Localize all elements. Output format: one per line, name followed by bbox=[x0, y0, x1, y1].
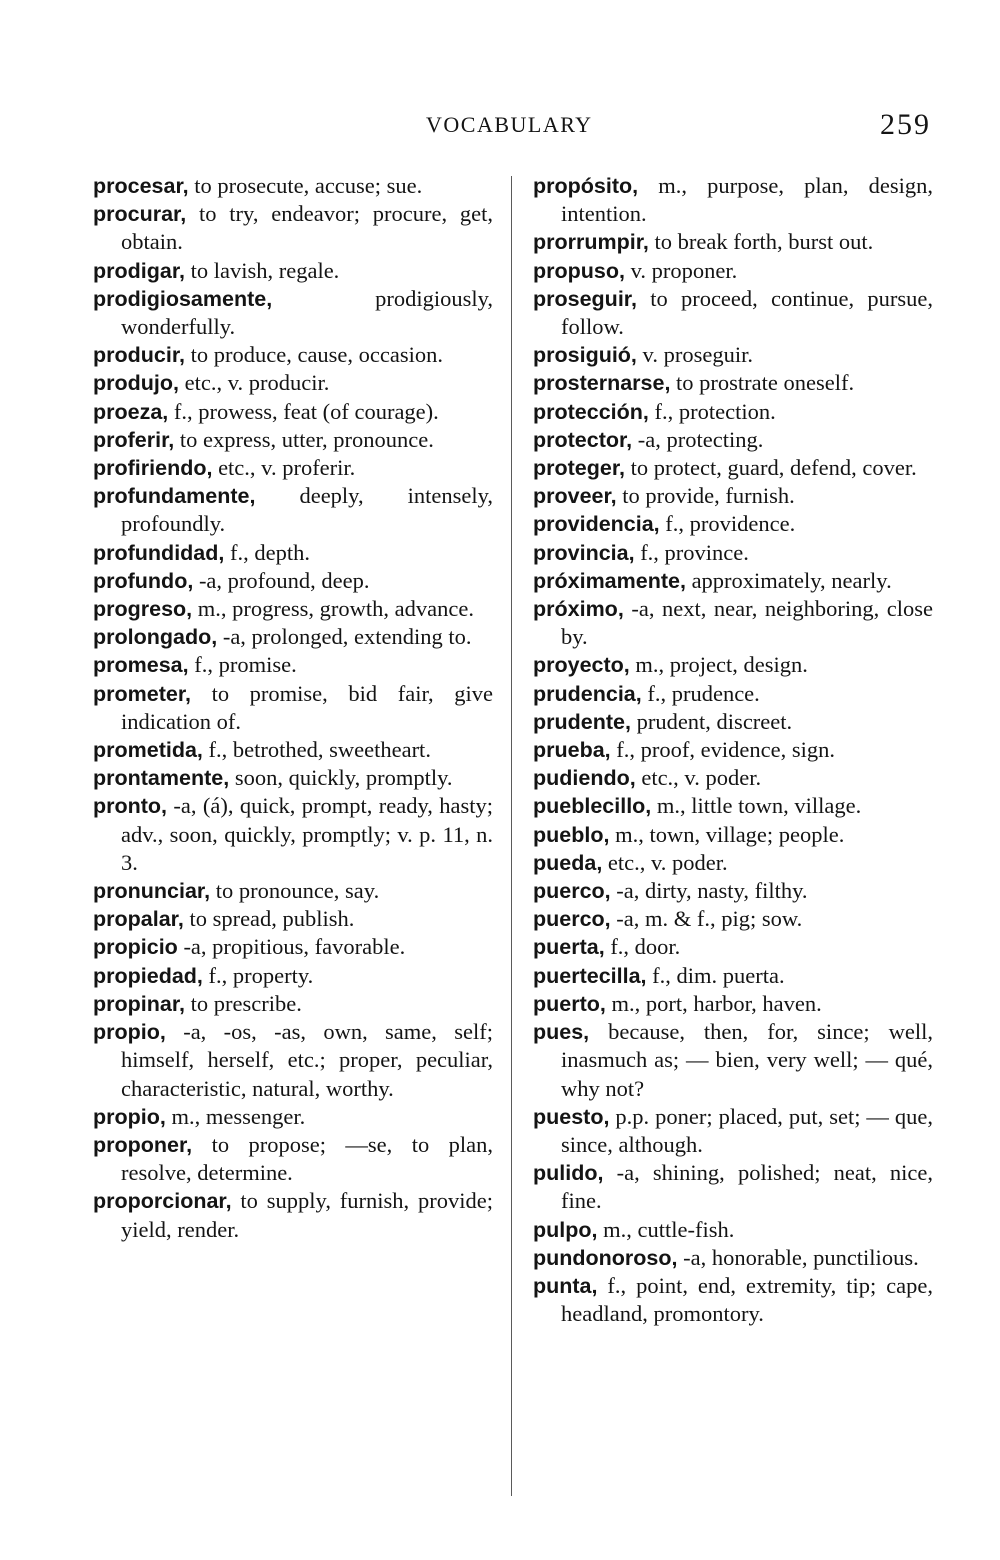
dictionary-entry bbox=[533, 990, 933, 1018]
entry-headword: punta, bbox=[533, 1273, 598, 1298]
dictionary-entry bbox=[533, 1216, 933, 1244]
entry-headword: produjo, bbox=[93, 371, 179, 396]
dictionary-entry bbox=[93, 285, 493, 341]
dictionary-entry bbox=[533, 1103, 933, 1159]
dictionary-entry bbox=[533, 877, 933, 905]
entry-definition: f., protection. bbox=[648, 398, 776, 424]
entry-headword: proseguir, bbox=[533, 286, 637, 311]
entry-definition: f., promise. bbox=[188, 652, 297, 678]
entry-headword: propalar, bbox=[93, 907, 184, 932]
entry-definition: f., dim. puerta. bbox=[646, 962, 785, 988]
entry-definition: prudent, discreet. bbox=[630, 708, 793, 734]
dictionary-entry bbox=[533, 228, 933, 256]
entry-definition: v. proseguir. bbox=[636, 342, 753, 368]
entry-definition: f., betrothed, sweetheart. bbox=[202, 737, 431, 763]
entry-headword: prudente, bbox=[533, 709, 631, 734]
entry-headword: proferir, bbox=[93, 427, 175, 452]
entry-definition: -a, next, near, neighboring, close by. bbox=[561, 596, 933, 650]
entry-headword: procurar, bbox=[93, 202, 187, 227]
entry-definition: soon, quickly, promptly. bbox=[229, 765, 453, 791]
dictionary-entry bbox=[93, 1018, 493, 1103]
entry-definition: to prescribe. bbox=[184, 990, 302, 1016]
entry-headword: prodigiosamente, bbox=[93, 286, 273, 311]
dictionary-entry bbox=[533, 369, 933, 397]
entry-definition: to proceed, continue, pursue, follow. bbox=[561, 285, 933, 340]
entry-headword: puertecilla, bbox=[533, 963, 647, 988]
dictionary-entry bbox=[533, 398, 933, 426]
dictionary-entry bbox=[93, 426, 493, 454]
entry-definition: -a, prolonged, extending to. bbox=[217, 624, 472, 650]
entry-definition: to express, utter, pronounce. bbox=[174, 426, 434, 452]
dictionary-entry bbox=[93, 1103, 493, 1131]
entry-headword: producir, bbox=[93, 343, 185, 368]
entry-headword: pronunciar, bbox=[93, 879, 211, 904]
entry-definition: f., point, end, extremity, tip; cape, headland, promontory. bbox=[561, 1272, 933, 1327]
entry-headword: profundo, bbox=[93, 568, 194, 593]
entry-headword: próximamente, bbox=[533, 568, 686, 593]
dictionary-entry bbox=[533, 510, 933, 538]
entry-definition: f., property. bbox=[202, 962, 314, 988]
entry-definition: f., providence. bbox=[659, 511, 796, 537]
dictionary-entry bbox=[533, 962, 933, 990]
entry-definition: to protect, guard, defend, cover. bbox=[625, 455, 917, 481]
dictionary-entry bbox=[93, 736, 493, 764]
dictionary-entry bbox=[93, 369, 493, 397]
dictionary-entry bbox=[533, 1159, 933, 1215]
entry-headword: provincia, bbox=[533, 540, 635, 565]
dictionary-entry bbox=[93, 680, 493, 736]
entry-definition: -a, shining, polished; neat, nice, fine. bbox=[561, 1160, 933, 1214]
dictionary-entry bbox=[533, 1272, 933, 1328]
entry-definition: m., progress, growth, advance. bbox=[192, 596, 474, 622]
dictionary-entry bbox=[533, 736, 933, 764]
entry-definition: m., port, harbor, haven. bbox=[605, 990, 822, 1016]
dictionary-entry bbox=[93, 1131, 493, 1187]
dictionary-entry bbox=[93, 651, 493, 679]
entry-definition: to spread, publish. bbox=[183, 906, 355, 932]
entry-definition: m., messenger. bbox=[165, 1103, 306, 1129]
entry-headword: puerto, bbox=[533, 991, 606, 1016]
dictionary-entry bbox=[533, 680, 933, 708]
dictionary-entry bbox=[93, 482, 493, 538]
entry-headword: prorrumpir, bbox=[533, 230, 649, 255]
entry-definition: approximately, nearly. bbox=[685, 567, 892, 593]
entry-definition: -a, propitious, favorable. bbox=[177, 934, 406, 960]
dictionary-entry bbox=[93, 539, 493, 567]
dictionary-entry bbox=[93, 623, 493, 651]
entry-headword: proteger, bbox=[533, 456, 625, 481]
entry-headword: prosiguió, bbox=[533, 343, 637, 368]
entry-definition: etc., v. poder. bbox=[602, 849, 728, 875]
entry-definition: to try, endeavor; procure, get, obtain. bbox=[121, 201, 493, 255]
dictionary-entry bbox=[533, 1244, 933, 1272]
entry-definition: to promise, bid fair, give indication of. bbox=[121, 680, 493, 734]
entry-headword: pundonoroso, bbox=[533, 1245, 678, 1270]
entry-definition: m., purpose, plan, design, intention. bbox=[561, 173, 933, 227]
entry-headword: propio, bbox=[93, 1104, 166, 1129]
entry-headword: puesto, bbox=[533, 1104, 610, 1129]
entry-headword: profundamente, bbox=[93, 484, 256, 509]
page-number: 259 bbox=[880, 108, 931, 141]
entry-headword: pulido, bbox=[533, 1161, 604, 1186]
entry-definition: -a, dirty, nasty, filthy. bbox=[610, 878, 808, 904]
entry-headword: progreso, bbox=[93, 597, 193, 622]
dictionary-entry bbox=[93, 990, 493, 1018]
entry-headword: prolongado, bbox=[93, 625, 218, 650]
entry-definition: m., little town, village. bbox=[651, 793, 862, 819]
dictionary-entry bbox=[533, 708, 933, 736]
entry-headword: propinar, bbox=[93, 991, 185, 1016]
running-head: VOCABULARY bbox=[426, 112, 593, 137]
dictionary-entry bbox=[93, 341, 493, 369]
entry-definition: deeply, intensely, profoundly. bbox=[121, 483, 493, 537]
dictionary-entry bbox=[93, 398, 493, 426]
entry-headword: puerta, bbox=[533, 935, 605, 960]
entry-definition: to prosecute, accuse; sue. bbox=[188, 173, 423, 198]
entry-definition: f., province. bbox=[634, 539, 749, 565]
entry-definition: etc., v. proferir. bbox=[212, 455, 356, 481]
entry-headword: proporcionar, bbox=[93, 1189, 232, 1214]
entry-headword: proveer, bbox=[533, 484, 617, 509]
dictionary-entry bbox=[93, 567, 493, 595]
entry-headword: prometida, bbox=[93, 738, 203, 763]
entry-headword: prueba, bbox=[533, 738, 611, 763]
entry-headword: pueblecillo, bbox=[533, 794, 652, 819]
entry-definition: m., project, design. bbox=[629, 652, 808, 678]
entry-definition: because, then, for, since; well, inasmuch as; — bien, very well; — qué, why not? bbox=[561, 1019, 933, 1101]
entry-definition: -a, honorable, punctilious. bbox=[677, 1244, 919, 1270]
dictionary-entry bbox=[93, 877, 493, 905]
entry-headword: pueblo, bbox=[533, 822, 610, 847]
entry-headword: proeza, bbox=[93, 399, 169, 424]
entry-definition: -a, (á), quick, prompt, ready, hasty; adv., soon, quickly, promptly; v. p. 11, n. 3. bbox=[121, 793, 493, 875]
entry-headword: proponer, bbox=[93, 1132, 193, 1157]
dictionary-entry bbox=[533, 651, 933, 679]
dictionary-entry bbox=[533, 257, 933, 285]
entry-definition: v. proponer. bbox=[624, 257, 738, 283]
entry-headword: propuso, bbox=[533, 258, 625, 283]
entry-definition: to lavish, regale. bbox=[184, 257, 340, 283]
dictionary-entry bbox=[533, 482, 933, 510]
dictionary-entry bbox=[533, 285, 933, 341]
entry-headword: prosternarse, bbox=[533, 371, 671, 396]
dictionary-entry bbox=[93, 905, 493, 933]
entry-headword: puerco, bbox=[533, 907, 611, 932]
dictionary-entry bbox=[93, 454, 493, 482]
entry-headword: próximo, bbox=[533, 597, 624, 622]
entry-headword: pulpo, bbox=[533, 1217, 598, 1242]
dictionary-entry bbox=[533, 454, 933, 482]
dictionary-entry bbox=[533, 764, 933, 792]
entry-definition: to prostrate oneself. bbox=[670, 370, 855, 396]
entry-headword: profiriendo, bbox=[93, 456, 213, 481]
entry-definition: -a, -os, -as, own, same, self; himself, herself, etc.; proper, peculiar, characteristic, natural, worthy. bbox=[121, 1019, 493, 1101]
dictionary-entry bbox=[533, 905, 933, 933]
entry-definition: to produce, cause, occasion. bbox=[184, 342, 444, 368]
entry-definition: etc., v. producir. bbox=[178, 370, 330, 396]
entry-definition: -a, m. & f., pig; sow. bbox=[610, 906, 803, 932]
dictionary-entry bbox=[533, 539, 933, 567]
dictionary-entry bbox=[533, 595, 933, 651]
entry-definition: m., town, village; people. bbox=[609, 821, 845, 847]
entry-headword: puerco, bbox=[533, 879, 611, 904]
entry-headword: propio, bbox=[93, 1020, 166, 1045]
entry-definition: f., proof, evidence, sign. bbox=[610, 737, 835, 763]
entry-headword: prodigar, bbox=[93, 258, 185, 283]
entry-definition: to break forth, burst out. bbox=[648, 229, 874, 255]
entry-headword: providencia, bbox=[533, 512, 660, 537]
dictionary-entry bbox=[533, 821, 933, 849]
entry-headword: propicio bbox=[93, 935, 178, 960]
dictionary-entry bbox=[93, 962, 493, 990]
entry-headword: procesar, bbox=[93, 174, 189, 198]
entry-headword: promesa, bbox=[93, 653, 189, 678]
entry-headword: pronto, bbox=[93, 794, 168, 819]
entry-definition: p.p. poner; placed, put, set; — que, since, although. bbox=[561, 1103, 933, 1157]
dictionary-entry bbox=[93, 595, 493, 623]
dictionary-entry bbox=[533, 1018, 933, 1103]
dictionary-entry bbox=[93, 200, 493, 256]
entry-headword: prontamente, bbox=[93, 766, 230, 791]
page-header bbox=[0, 108, 1000, 148]
entry-definition: f., door. bbox=[604, 934, 681, 960]
dictionary-entry bbox=[533, 426, 933, 454]
entry-definition: to propose; —se, to plan, resolve, determine. bbox=[121, 1131, 493, 1186]
dictionary-entry bbox=[93, 1187, 493, 1243]
entry-headword: pues, bbox=[533, 1020, 590, 1045]
entry-definition: -a, protecting. bbox=[632, 426, 764, 452]
dictionary-entry bbox=[93, 172, 493, 200]
column-divider bbox=[511, 176, 512, 1496]
dictionary-entry bbox=[533, 933, 933, 961]
entry-headword: proyecto, bbox=[533, 653, 630, 678]
entry-headword: prudencia, bbox=[533, 681, 642, 706]
entry-definition: f., prudence. bbox=[641, 680, 760, 706]
entry-definition: f., prowess, feat (of courage). bbox=[168, 398, 439, 424]
dictionary-entry bbox=[533, 567, 933, 595]
entry-definition: to pronounce, say. bbox=[210, 878, 380, 904]
dictionary-entry bbox=[93, 257, 493, 285]
dictionary-entry bbox=[533, 172, 933, 228]
dictionary-entry bbox=[93, 764, 493, 792]
entry-definition: f., depth. bbox=[224, 539, 310, 565]
entry-headword: profundidad, bbox=[93, 540, 225, 565]
dictionary-entry bbox=[93, 792, 493, 877]
entry-definition: prodigiously, wonderfully. bbox=[121, 285, 493, 340]
entry-headword: prometer, bbox=[93, 681, 191, 706]
entry-definition: m., cuttle-fish. bbox=[597, 1216, 735, 1242]
right-column bbox=[533, 172, 933, 1328]
dictionary-entry bbox=[93, 933, 493, 961]
dictionary-entry bbox=[533, 792, 933, 820]
dictionary-entry bbox=[533, 849, 933, 877]
entry-headword: pudiendo, bbox=[533, 766, 636, 791]
entry-headword: protección, bbox=[533, 399, 649, 424]
entry-definition: -a, profound, deep. bbox=[193, 567, 370, 593]
entry-headword: pueda, bbox=[533, 850, 603, 875]
entry-definition: etc., v. poder. bbox=[635, 765, 762, 791]
entry-definition: to supply, furnish, provide; yield, render. bbox=[121, 1188, 493, 1242]
entry-headword: propiedad, bbox=[93, 963, 203, 988]
dictionary-entry bbox=[533, 341, 933, 369]
entry-headword: propósito, bbox=[533, 174, 639, 198]
entry-definition: to provide, furnish. bbox=[616, 483, 795, 509]
left-column bbox=[93, 172, 493, 1244]
entry-headword: protector, bbox=[533, 427, 633, 452]
